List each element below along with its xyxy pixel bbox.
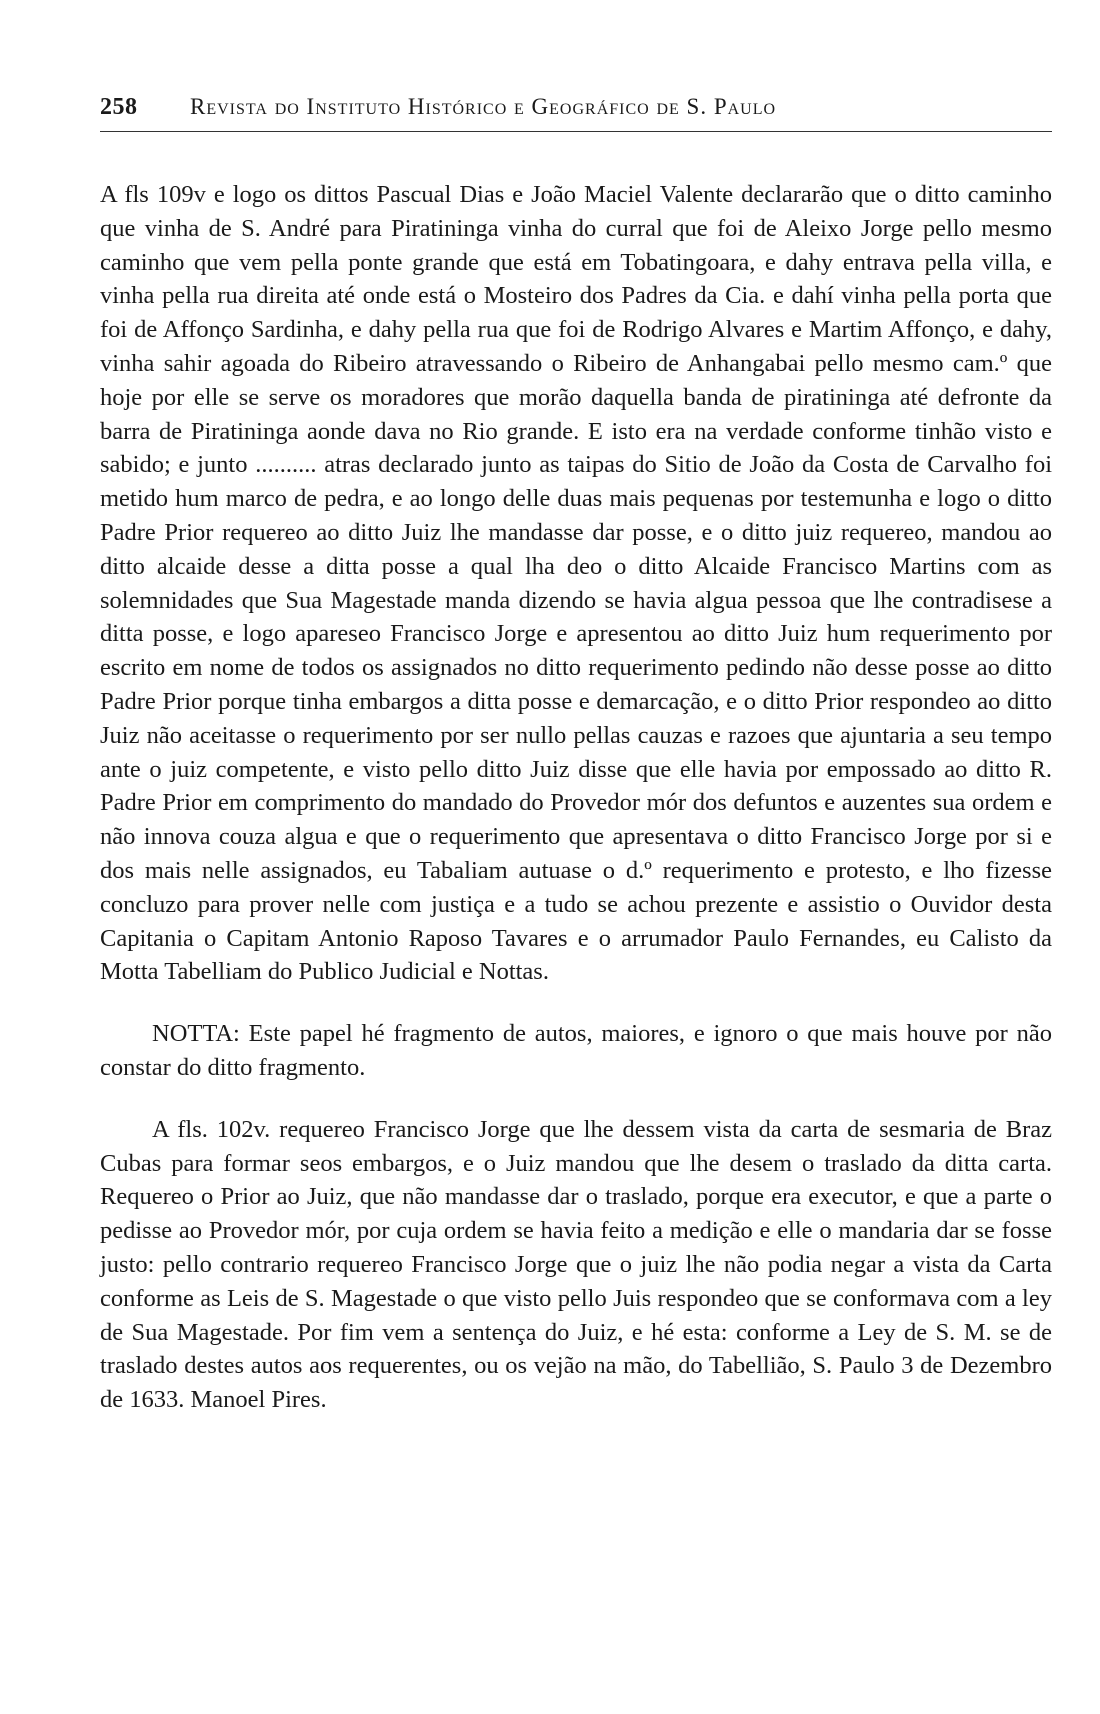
paragraph-testimony: A fls 109v e logo os dittos Pascual Dias e João Maciel Valente declararão que o ditto caminho que vinha de S. André para Piratininga vinha do curral que foi de Aleixo Jorge pello mesmo caminho que vem pella ponte grande que está em Tobatingoara, e dahy entrava pella villa, e vinha pella rua direita até onde está o Mosteiro dos Padres da Cia. e dahí vinha pella porta que foi de Affonço Sardinha, e dahy pella rua que foi de Rodrigo Alvares e Martim Affonço, e dahy, vinha sahir agoada do Ribeiro atravessando o Ribeiro de Anhangabai pello mesmo cam.º que hoje por elle se serve os moradores que morão daquella banda de piratininga até defronte da barra de Piratininga aonde dava no Rio grande. E isto era na verdade conforme tinhão visto e sabido; e junto .......... atras declarado junto as taipas do Sitio de João da Costa de Carvalho foi metido hum marco de pedra, e ao longo delle duas mais pequenas por testemunha e logo o ditto Padre Prior requereo ao ditto Juiz lhe mandasse dar posse, e o ditto juiz requereo, mandou ao ditto alcaide desse a ditta posse a qual lha deo o ditto Alcaide Francisco Martins com as solemnidades que Sua Magestade manda dizendo se havia algua pessoa que lhe contradisese a ditta posse, e logo apareseo Francisco Jorge e apresentou ao ditto Juiz hum requerimento por escrito em nome de todos os assignados no ditto requerimento pedindo não desse posse ao ditto Padre Prior porque tinha embargos a ditta posse e demarcação, e o ditto Prior respondeo ao ditto Juiz não aceitasse o requerimento por ser nullo pellas cauzas e razoes que ajuntaria a seu tempo ante o juiz competente, e visto pello ditto Juiz disse que elle havia por empossado ao ditto R. Padre Prior em comprimento do mandado do Provedor mór dos defuntos e auzentes sua ordem e não innova couza algua e que o requerimento que apresentava o ditto Francisco Jorge por si e dos mais nelle assignados, eu Tabaliam autuase o d.º requerimento e protesto, e lho fizesse concluzo para prover nelle com justiça e a tudo se achou prezente e assistio o Ouvidor desta Capitania o Capitam Antonio Raposo Tavares e o arrumador Paulo Fernandes, eu Calisto da Motta Tabelliam do Publico Judicial e Nottas. bbox=[100, 181, 1052, 986]
running-head bbox=[100, 94, 1052, 132]
paragraph-sentence: A fls. 102v. requereo Francisco Jorge que lhe dessem vista da carta de sesmaria de Braz Cubas para formar seos embargos, e o Juiz mandou que lhe desem o traslado da ditta carta. Requereo o Prior ao Juiz, que não mandasse dar o traslado, porque era executor, e que a parte o pedisse ao Provedor mór, por cuja ordem se havia feito a medição e elle o mandaria dar se fosse justo: pello contrario requereo Francisco Jorge que o juiz lhe não podia negar a vista da Carta conforme as Leis de S. Magestade o que visto pello Juis respondeo que se conformava com a ley de Sua Magestade. Por fim vem a sentença do Juiz, e hé esta: conforme a Ley de S. M. se de traslado destes autos aos requerentes, ou os vejão na mão, do Tabellião, S. Paulo 3 de Dezembro de 1633. Manoel Pires. bbox=[100, 1115, 1052, 1414]
body-text bbox=[100, 178, 1052, 1417]
paragraph-notta: NOTTA: Este papel hé fragmento de autos, maiores, e ignoro o que mais houve por não constar do ditto fragmento. bbox=[100, 1020, 1052, 1081]
document-page bbox=[100, 94, 1052, 1417]
page-number: 258 bbox=[100, 94, 138, 120]
journal-title: Revista do Instituto Histórico e Geográfico de S. Paulo bbox=[190, 94, 777, 119]
